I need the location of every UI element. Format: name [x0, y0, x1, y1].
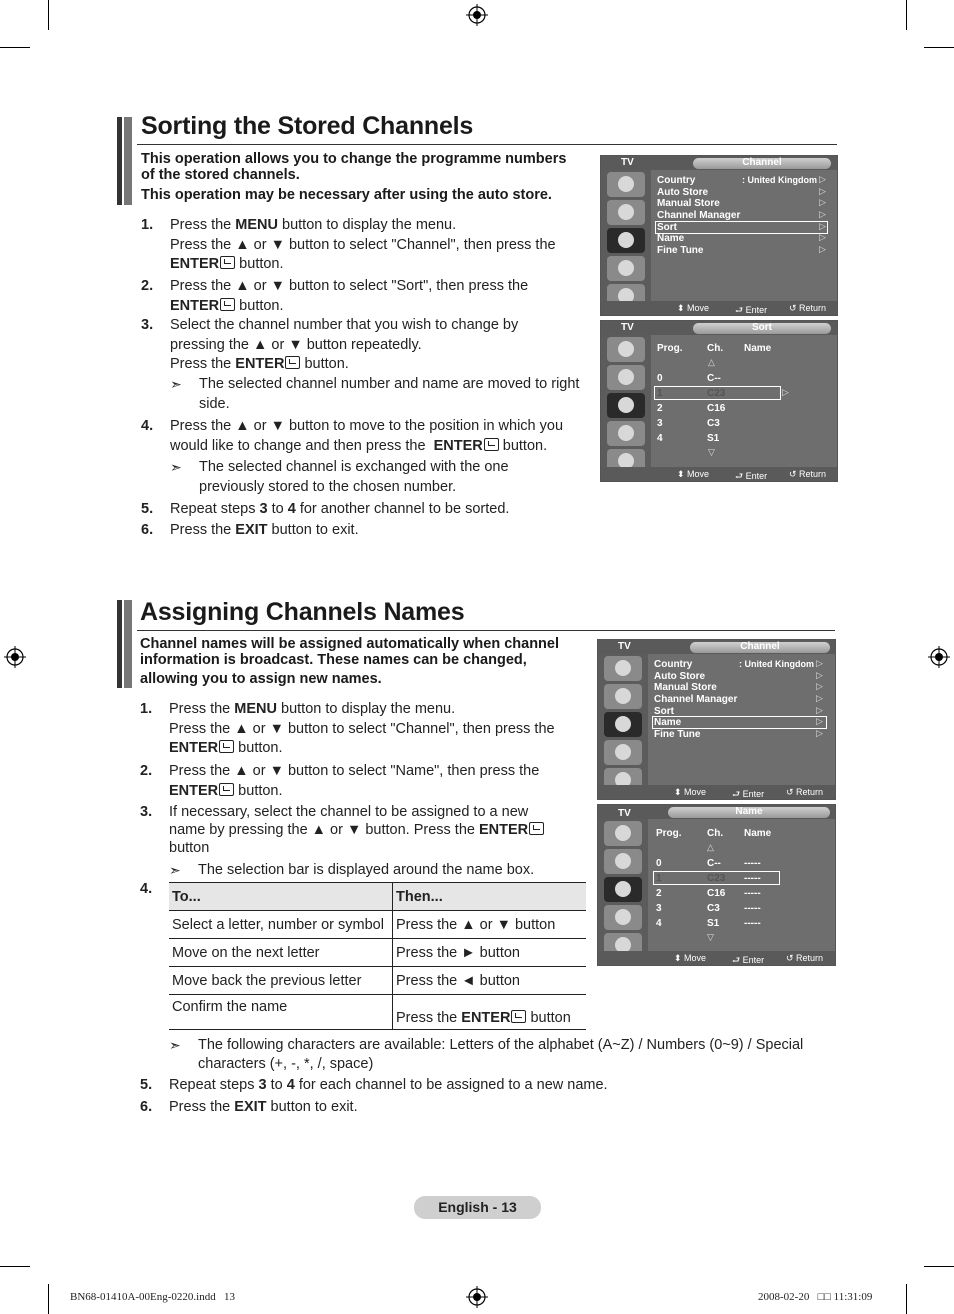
osd-footer [601, 467, 837, 481]
osd-item: Fine Tune [654, 729, 701, 740]
osd-item: Auto Store [654, 671, 706, 682]
print-slug-right: 2008-02-20 □□ 11:31:09 [758, 1291, 873, 1303]
text: button [526, 1010, 571, 1026]
chevron-right-icon: ▷ [782, 387, 789, 397]
step-1 [141, 216, 601, 276]
text: name by pressing the ▲ or ▼ button. Press the [169, 822, 479, 838]
move-label: Move [684, 787, 707, 797]
enter-hint: ⮐ Enter [732, 789, 765, 799]
osd-title: Channel [740, 641, 780, 652]
chevron-right-icon: ▷ [816, 693, 823, 703]
enter-label: Enter [745, 305, 768, 315]
crop-mark [924, 47, 954, 48]
text: button. [300, 356, 349, 372]
step-2 [140, 762, 600, 802]
key-label: EXIT [234, 1099, 267, 1115]
osd-prog: 4 [656, 918, 662, 929]
osd-ch: C16 [707, 403, 726, 414]
table-row [169, 967, 586, 995]
text: Select the channel number that you wish to change by [170, 317, 519, 333]
move-hint: ⬍ Move [674, 787, 707, 797]
sound-icon [607, 365, 645, 390]
key-label: ENTER [461, 1010, 511, 1026]
chevron-right-icon: ▷ [819, 186, 826, 196]
osd-item: Country [654, 659, 693, 670]
osd-prog: 4 [657, 433, 663, 444]
text: Press the ▲ or ▼ button to move to the position in which you [170, 418, 564, 434]
text: button to exit. [267, 522, 359, 538]
chevron-right-icon: ▷ [816, 658, 823, 668]
enter-hint: ⮐ Enter [735, 305, 768, 315]
crop-mark [924, 1266, 954, 1267]
enter-icon [220, 298, 235, 311]
step-4 [141, 417, 601, 457]
osd-name-value: ----- [744, 918, 761, 929]
text: Press the [169, 1099, 235, 1115]
osd-prog: 1 [657, 388, 663, 399]
osd-tv-label: TV [618, 808, 631, 819]
channel-icon [604, 877, 642, 902]
crop-mark [0, 1266, 30, 1267]
registration-mark-icon [466, 1286, 488, 1308]
arrow-down-icon: ▽ [707, 932, 714, 942]
key-label: ENTER [170, 256, 220, 272]
text: The selected channel number and name are moved to right [199, 376, 580, 392]
step-number: 2. [140, 763, 153, 779]
crop-mark [906, 0, 907, 30]
step-number: 1. [141, 217, 154, 233]
text: button to display the menu. [277, 217, 457, 233]
key-label: MENU [234, 701, 277, 717]
osd-item: Name [654, 717, 682, 728]
chevron-right-icon: ▷ [819, 209, 826, 219]
key-label: ENTER [169, 782, 219, 799]
step-number: 2. [141, 278, 154, 294]
text: Press the [170, 356, 236, 372]
chevron-right-icon: ▷ [819, 197, 826, 207]
osd-footer [598, 951, 835, 965]
osd-tv-label: TV [621, 157, 634, 168]
chevron-right-icon: ▷ [816, 670, 823, 680]
osd-channel-menu [597, 639, 836, 800]
text: Press the [396, 1010, 462, 1026]
arrow-down-icon: ▽ [708, 447, 715, 457]
table-row [169, 939, 586, 967]
osd-value: : United Kingdom [739, 659, 814, 669]
step-number: 4. [141, 418, 154, 434]
arrow-up-icon: △ [707, 842, 714, 852]
section-intro [141, 151, 566, 203]
registration-mark-icon [4, 646, 26, 668]
table-cell: Select a letter, number or symbol [169, 911, 393, 939]
text: for each channel to be assigned to a new name. [294, 1077, 608, 1093]
col-ch: Ch. [707, 828, 724, 839]
osd-name-value: ----- [744, 888, 761, 899]
text: If necessary, select the channel to be assigned to a new [169, 804, 529, 820]
sound-icon [604, 684, 642, 709]
osd-ch: C23 [707, 388, 726, 399]
osd-ch: C23 [707, 873, 726, 884]
move-hint: ⬍ Move [677, 303, 710, 313]
osd-item: Auto Store [657, 187, 709, 198]
enter-icon [219, 740, 234, 753]
chevron-right-icon: ▷ [819, 232, 826, 242]
picture-icon [604, 821, 642, 846]
osd-ch: S1 [707, 433, 720, 444]
table-header-row [169, 883, 586, 911]
text: button to display the menu. [276, 701, 456, 717]
section-bar [117, 117, 122, 205]
crop-mark [48, 1284, 49, 1314]
note-arrow-icon: ➣ [169, 1037, 181, 1053]
osd-sidebar [598, 654, 648, 785]
setup-icon [604, 905, 642, 930]
osd-item: Channel Manager [654, 694, 738, 705]
key-label: ENTER [170, 297, 220, 314]
move-hint: ⬍ Move [674, 953, 707, 963]
step-number: 6. [140, 1099, 153, 1115]
col-ch: Ch. [707, 343, 724, 354]
enter-icon [219, 783, 234, 796]
note [169, 861, 599, 881]
osd-ch: C16 [707, 888, 726, 899]
table-row [169, 911, 586, 939]
col-name: Name [744, 343, 772, 354]
enter-icon [529, 822, 544, 835]
table-cell: Press the ▲ or ▼ button [393, 911, 587, 939]
step-number: 1. [140, 701, 153, 717]
text: Press the [169, 701, 235, 717]
osd-sidebar [601, 170, 651, 301]
osd-title: Name [735, 806, 763, 817]
step-3 [140, 803, 600, 863]
osd-title: Sort [752, 322, 772, 333]
text: button. [498, 437, 548, 454]
osd-prog: 2 [657, 403, 663, 414]
return-hint: ↺ Return [789, 469, 827, 479]
osd-channel-menu [600, 155, 838, 316]
text: 4 [286, 1077, 295, 1093]
key-label: EXIT [235, 522, 268, 538]
page-number-badge: English - 13 [414, 1196, 541, 1219]
key-label: ENTER [479, 822, 529, 838]
chevron-right-icon: ▷ [816, 705, 823, 715]
enter-icon [220, 256, 235, 269]
channel-icon [607, 228, 645, 253]
table-cell: Move on the next letter [169, 939, 393, 967]
intro-line: allowing you to assign new names. [140, 671, 382, 687]
return-label: Return [799, 469, 827, 479]
note [170, 375, 600, 415]
enter-icon [484, 438, 499, 451]
setup-icon [607, 421, 645, 446]
return-hint: ↺ Return [789, 303, 827, 313]
crop-mark [0, 47, 30, 48]
setup-icon [607, 256, 645, 281]
text: for another channel to be sorted. [295, 501, 510, 517]
osd-ch: C3 [707, 418, 720, 429]
osd-ch: C-- [707, 373, 721, 384]
osd-main [648, 654, 835, 785]
section-title: Sorting the Stored Channels [141, 112, 474, 140]
intro-line: This operation allows you to change the programme numbers [141, 151, 567, 167]
sound-icon [604, 849, 642, 874]
text: Press the ▲ or ▼ button to select "Channel", then press the [170, 236, 556, 253]
step-1 [140, 700, 600, 760]
osd-main [648, 819, 835, 951]
section-intro [140, 636, 559, 687]
chevron-right-icon: ▷ [819, 244, 826, 254]
step-6 [141, 521, 601, 541]
osd-name-value: ----- [744, 858, 761, 869]
osd-tv-label: TV [618, 641, 631, 652]
step-4 [140, 880, 170, 900]
osd-title: Channel [742, 157, 782, 168]
picture-icon [604, 656, 642, 681]
osd-item: Fine Tune [657, 245, 704, 256]
setup-icon [604, 740, 642, 765]
text: Press the ▲ or ▼ button to select "Sort", then press the [170, 278, 529, 294]
osd-name [597, 804, 836, 966]
section-bar [117, 600, 122, 688]
osd-sort [600, 320, 838, 482]
step-number: 5. [141, 501, 154, 517]
key-table [169, 882, 586, 1030]
table-row [169, 995, 586, 1030]
text: Press the [170, 217, 236, 233]
col-name: Name [744, 828, 772, 839]
move-label: Move [687, 303, 710, 313]
osd-footer [598, 785, 835, 799]
table-cell: Confirm the name [169, 995, 393, 1030]
osd-tv-label: TV [621, 322, 634, 333]
return-hint: ↺ Return [786, 787, 824, 797]
section-title: Assigning Channels Names [140, 598, 465, 626]
step-number: 5. [140, 1077, 153, 1093]
enter-icon [511, 1010, 526, 1023]
text: would like to change and then press the [170, 437, 434, 454]
section-rule [137, 144, 837, 145]
table-cell: Press the ► button [393, 939, 587, 967]
text: to [266, 1077, 287, 1093]
osd-name-value: ----- [744, 873, 761, 884]
osd-item: Country [657, 175, 696, 186]
registration-mark-icon [928, 646, 950, 668]
note [169, 1036, 829, 1076]
osd-item: Channel Manager [657, 210, 741, 221]
section-bar [124, 600, 132, 688]
enter-label: Enter [742, 789, 765, 799]
move-hint: ⬍ Move [677, 469, 710, 479]
osd-prog: 0 [656, 858, 662, 869]
text: button. [234, 782, 283, 799]
text: 4 [287, 501, 296, 517]
osd-sidebar [601, 335, 651, 467]
osd-main [651, 335, 837, 467]
table-cell [393, 995, 587, 1030]
text: Press the [170, 522, 236, 538]
channel-icon [604, 712, 642, 737]
step-3 [141, 316, 601, 376]
osd-prog: 3 [657, 418, 663, 429]
section-bar [124, 117, 132, 205]
note-arrow-icon: ➣ [170, 376, 182, 392]
intro-line: Channel names will be assigned automatically when channel [140, 636, 560, 652]
chevron-right-icon: ▷ [816, 681, 823, 691]
osd-prog: 3 [656, 903, 662, 914]
step-number: 4. [140, 881, 153, 897]
text: button [169, 840, 210, 856]
key-label: ENTER [433, 437, 483, 454]
osd-footer [601, 301, 837, 315]
step-number: 6. [141, 522, 154, 538]
col-prog: Prog. [656, 828, 682, 839]
text: Repeat steps [169, 1077, 259, 1093]
move-label: Move [684, 953, 707, 963]
osd-prog: 2 [656, 888, 662, 899]
table-cell: Press the ◄ button [393, 967, 587, 995]
print-slug-left: BN68-01410A-00Eng-0220.indd 13 [70, 1291, 235, 1303]
key-label: MENU [235, 217, 278, 233]
enter-label: Enter [745, 471, 768, 481]
text: button. [234, 740, 283, 756]
text: button to exit. [266, 1099, 358, 1115]
osd-prog: 1 [656, 873, 662, 884]
text: previously stored to the chosen number. [199, 478, 457, 495]
return-label: Return [799, 303, 827, 313]
key-label: ENTER [235, 356, 285, 372]
enter-icon [285, 356, 300, 369]
text: side. [199, 395, 230, 412]
enter-hint: ⮐ Enter [732, 955, 765, 965]
text: The selected channel is exchanged with the one [199, 459, 509, 475]
text: Press the ▲ or ▼ button to select "Name", then press the [169, 763, 540, 779]
step-6 [140, 1098, 600, 1118]
step-number: 3. [141, 317, 154, 333]
sound-icon [607, 200, 645, 225]
osd-item: Manual Store [657, 198, 720, 209]
osd-ch: C3 [707, 903, 720, 914]
osd-item: Sort [654, 706, 674, 717]
osd-value: : United Kingdom [742, 175, 817, 185]
text: characters (+, -, *, /, space) [198, 1055, 374, 1072]
text: pressing the ▲ or ▼ button repeatedly. [170, 336, 422, 353]
note-arrow-icon: ➣ [170, 459, 182, 475]
text: button. [235, 256, 284, 272]
step-5 [140, 1076, 740, 1096]
crop-mark [906, 1284, 907, 1314]
picture-icon [607, 337, 645, 362]
table-cell: Move back the previous letter [169, 967, 393, 995]
text: The selection bar is displayed around the name box. [198, 862, 535, 878]
text: button. [235, 297, 284, 314]
osd-ch: C-- [707, 858, 721, 869]
enter-label: Enter [742, 955, 765, 965]
text: 3 [259, 501, 268, 517]
return-label: Return [796, 787, 824, 797]
note [170, 458, 600, 498]
osd-ch: S1 [707, 918, 720, 929]
osd-item: Sort [657, 222, 677, 233]
crop-mark [48, 0, 49, 30]
return-label: Return [796, 953, 824, 963]
channel-icon [607, 393, 645, 418]
return-hint: ↺ Return [786, 953, 824, 963]
osd-item: Manual Store [654, 682, 717, 693]
table-header-cell: Then... [393, 883, 587, 911]
osd-prog: 0 [657, 373, 663, 384]
text: to [267, 501, 288, 517]
intro-line: information is broadcast. These names can be changed, [140, 652, 527, 668]
arrow-up-icon: △ [708, 357, 715, 367]
move-label: Move [687, 469, 710, 479]
intro-line: of the stored channels. [141, 167, 300, 183]
step-2 [141, 277, 601, 317]
key-label: ENTER [169, 740, 219, 756]
text: The following characters are available: Letters of the alphabet (A~Z) / Numbers (0~9) / Special [198, 1037, 804, 1053]
text: 3 [258, 1077, 267, 1093]
chevron-right-icon: ▷ [819, 221, 826, 231]
chevron-right-icon: ▷ [816, 716, 823, 726]
osd-name-value: ----- [744, 903, 761, 914]
intro-line: This operation may be necessary after using the auto store. [141, 187, 552, 203]
step-number: 3. [140, 804, 153, 820]
chevron-right-icon: ▷ [816, 728, 823, 738]
section-rule [137, 630, 835, 631]
osd-item: Name [657, 233, 685, 244]
step-5 [141, 500, 601, 520]
text: Press the ▲ or ▼ button to select "Channel", then press the [169, 720, 555, 737]
osd-sidebar [598, 819, 648, 951]
picture-icon [607, 172, 645, 197]
osd-main [651, 170, 837, 301]
table-header-cell: To... [169, 883, 393, 911]
note-arrow-icon: ➣ [169, 862, 181, 878]
registration-mark-icon [466, 4, 488, 26]
col-prog: Prog. [657, 343, 683, 354]
text: Repeat steps [170, 501, 260, 517]
chevron-right-icon: ▷ [819, 174, 826, 184]
enter-hint: ⮐ Enter [735, 471, 768, 481]
